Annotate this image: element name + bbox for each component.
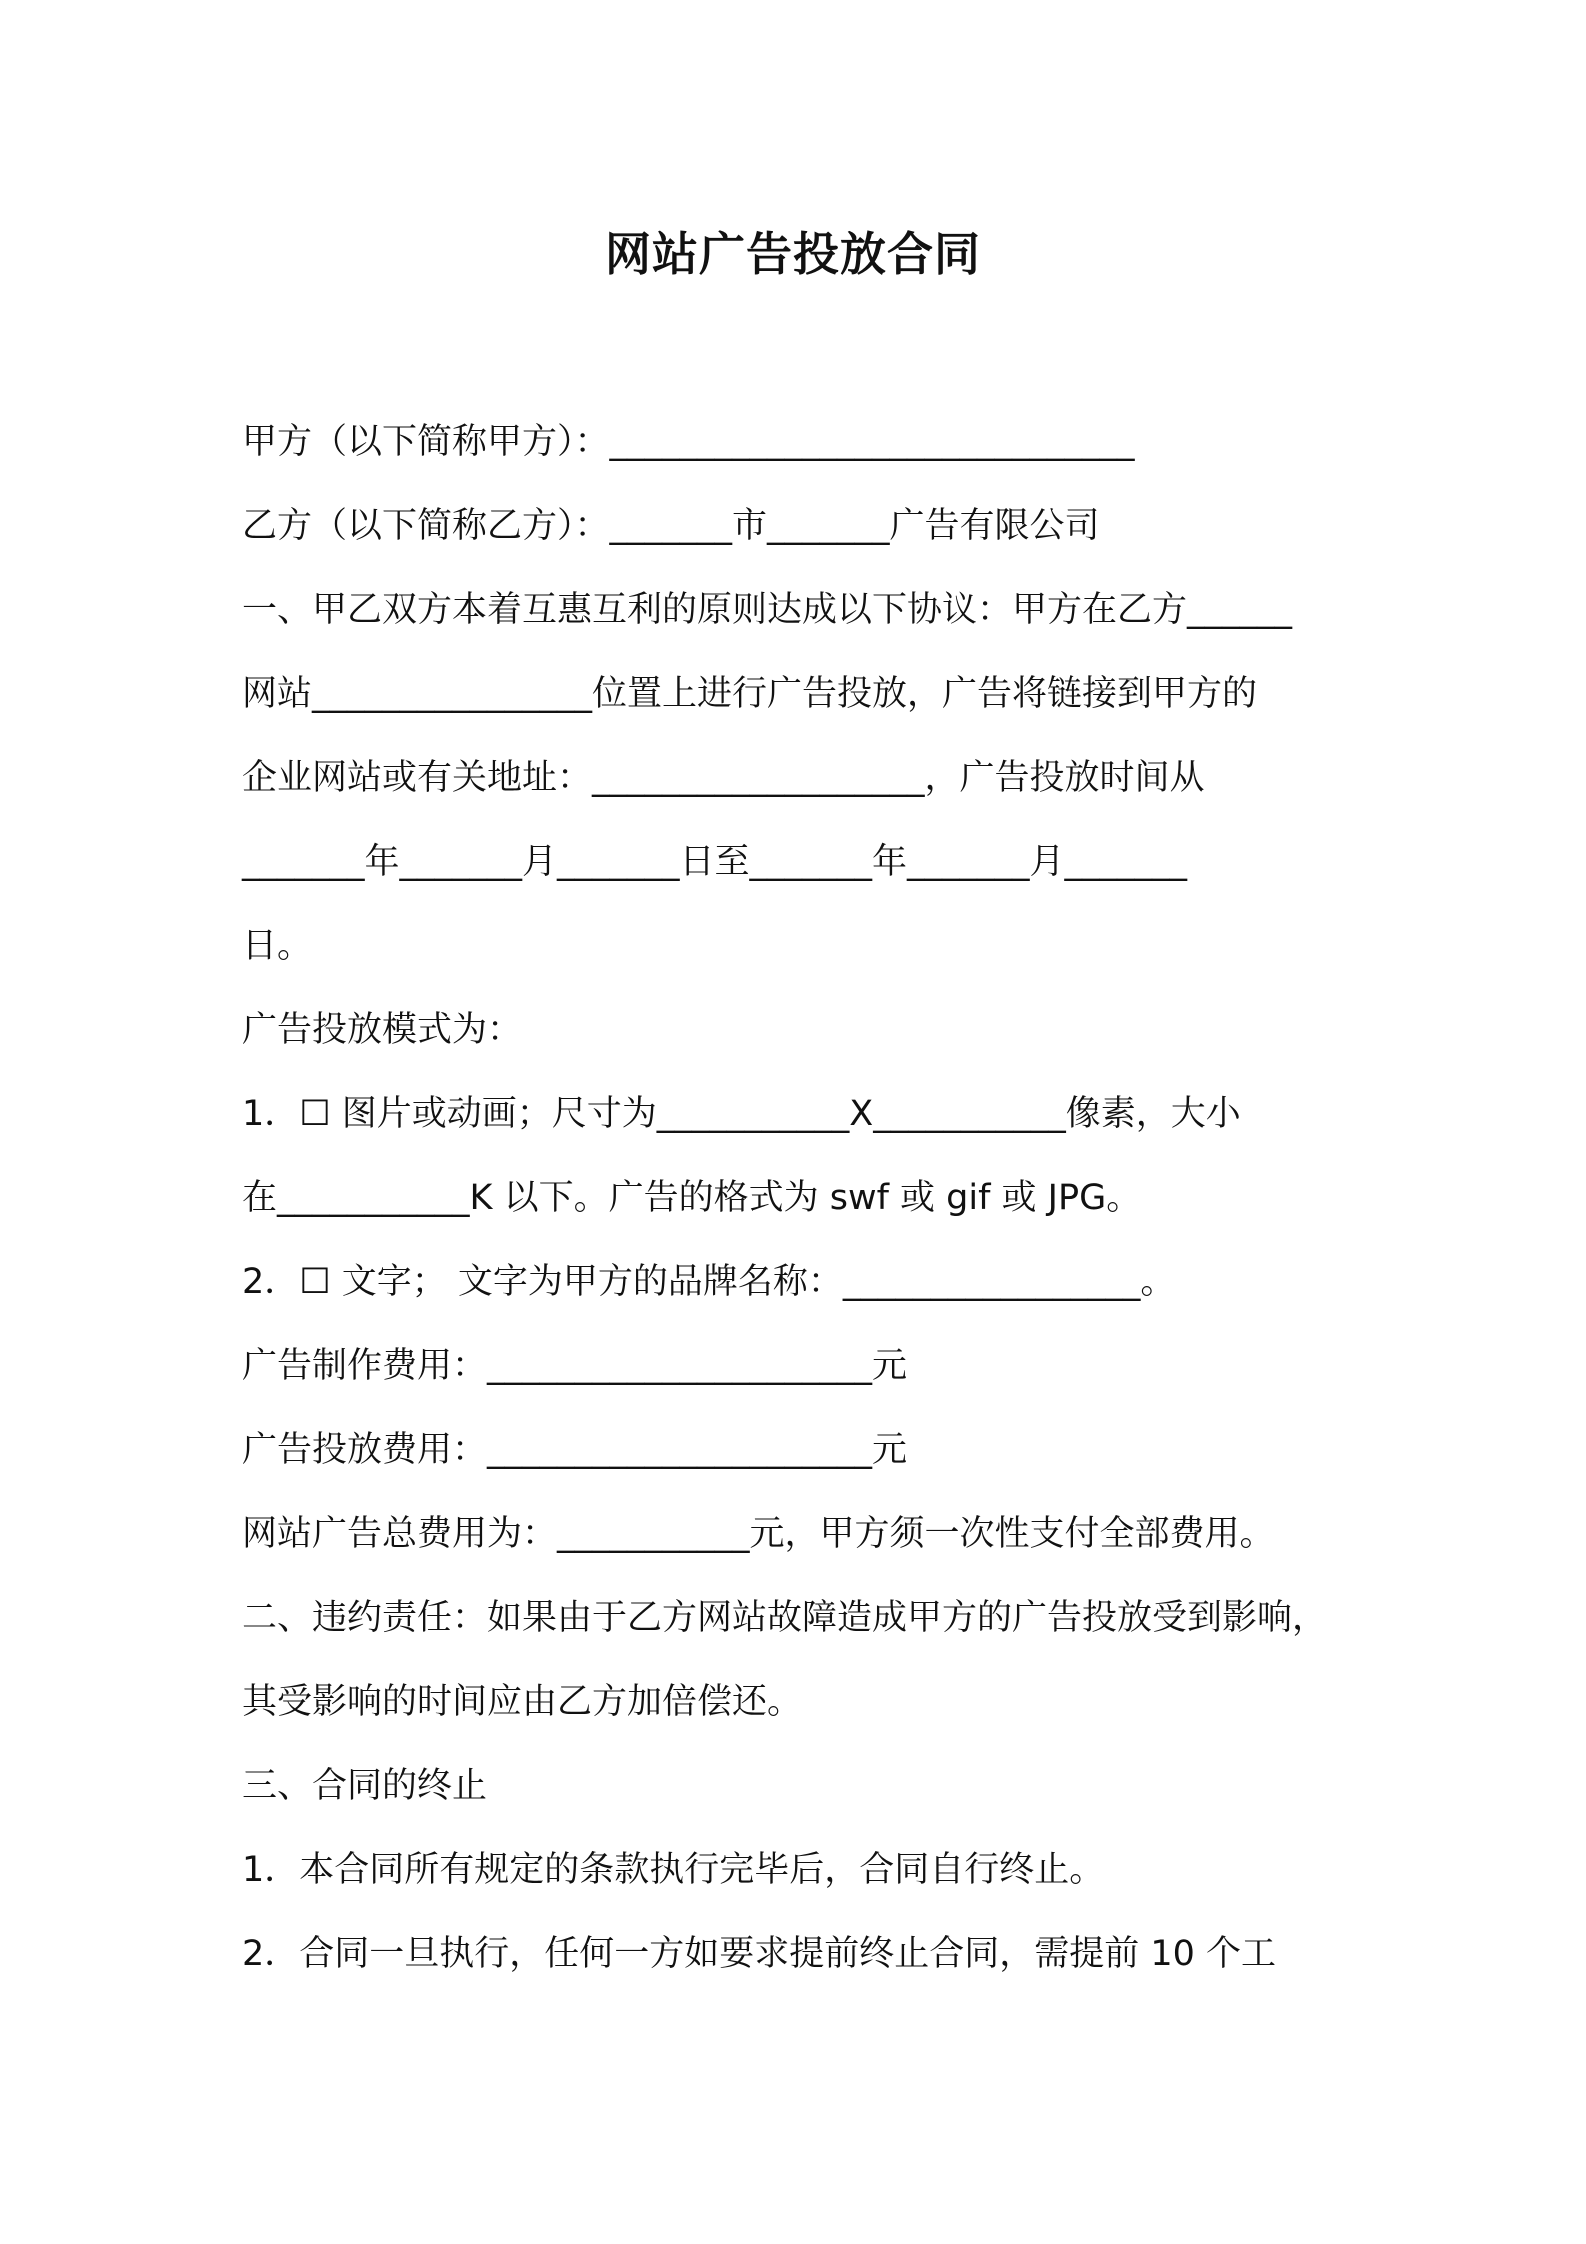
ad-mode-option-2: 2．☐ 文字； 文字为甲方的品牌名称：_________________。 [242, 1262, 1176, 1302]
ad-mode-heading: 广告投放模式为： [242, 1010, 523, 1050]
clause-2-line-1: 二、违约责任：如果由于乙方网站故障造成甲方的广告投放受到影响， [242, 1598, 1328, 1638]
clause-3-heading: 三、合同的终止 [242, 1766, 488, 1806]
clause-1-line-3: 企业网站或有关地址：___________________，广告投放时间从 [242, 758, 1205, 798]
party-b-line: 乙方（以下简称乙方）：_______市_______广告有限公司 [242, 506, 1100, 546]
clause-3-item-1: 1．本合同所有规定的条款执行完毕后，合同自行终止。 [242, 1850, 1105, 1890]
total-fee-line: 网站广告总费用为：___________元，甲方须一次性支付全部费用。 [242, 1514, 1275, 1554]
ad-mode-option-1-line-2: 在___________K 以下。广告的格式为 swf 或 gif 或 JPG。 [242, 1178, 1142, 1218]
clause-3-item-2: 2．合同一旦执行，任何一方如要求提前终止合同，需提前 10 个工 [242, 1934, 1277, 1974]
clause-1-line-4: _______年_______月_______日至_______年_______月_______ [242, 842, 1188, 882]
clause-1-line-5: 日。 [242, 926, 313, 966]
party-a-line: 甲方（以下简称甲方）：______________________________ [242, 422, 1135, 462]
placement-fee-line: 广告投放费用：______________________元 [242, 1430, 908, 1470]
clause-2-line-2: 其受影响的时间应由乙方加倍偿还。 [242, 1682, 803, 1722]
document-title: 网站广告投放合同 [605, 227, 981, 281]
clause-1-line-2: 网站________________位置上进行广告投放，广告将链接到甲方的 [242, 674, 1258, 714]
production-fee-line: 广告制作费用：______________________元 [242, 1346, 908, 1386]
ad-mode-option-1-line-1: 1．☐ 图片或动画；尺寸为___________X___________像素，大小 [242, 1094, 1241, 1134]
clause-1-line-1: 一、甲乙双方本着互惠互利的原则达成以下协议：甲方在乙方______ [242, 590, 1293, 630]
